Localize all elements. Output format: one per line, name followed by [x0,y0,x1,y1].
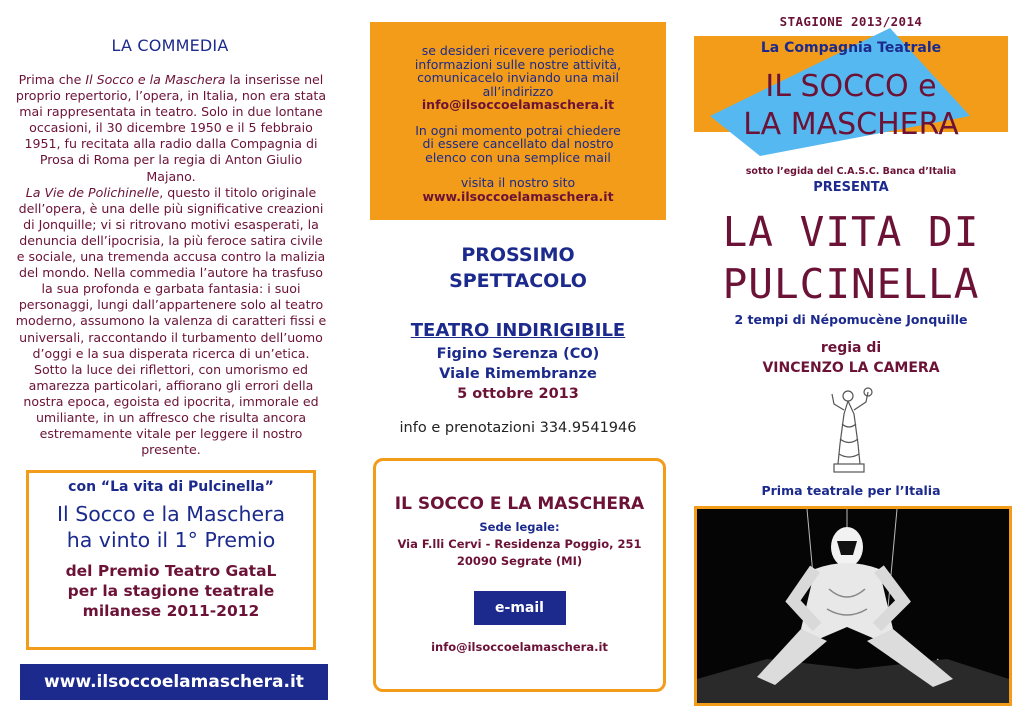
info-site-link[interactable]: www.ilsoccoelamaschera.it [422,188,614,204]
next-show-heading-line-2: SPETTACOLO [449,270,587,292]
info-line: visita il nostro sito [460,175,576,190]
info-line: comunicacelo inviando una mail [417,70,619,85]
season-label: STAGIONE 2013/2014 [779,14,923,29]
award-box [26,470,316,650]
director-label: regia di [820,340,882,356]
info-line: se desideri ricevere periodiche [421,43,615,58]
show-photo [694,506,1012,706]
original-title-italic: La Vie de Polichinelle [25,184,160,200]
booking-info: info e prenotazioni 334.9541946 [399,420,637,436]
award-headline [29,501,313,553]
email-button[interactable]: e-mail [474,591,566,625]
info-line: In ogni momento potrai chiedere [415,122,621,138]
info-line: all’indirizzo [482,83,554,99]
paragraph-text: la inserisse nel proprio repertorio, l’opera, in Italia, non era stata mai rappresentata in teatro. Solo in due lontane occasioni, il 30 dicembre 1950 e il 5 febbraio 1951, fu recitata alla radio dalla Compagnia di Prosa di Roma per la regia di Anton Giulio Majano. [15,72,327,184]
contact-title: IL SOCCO E LA MASCHERA [394,494,645,514]
show-date: 5 ottobre 2013 [457,386,579,402]
statue-icon [826,384,876,474]
commedia-title: LA COMMEDIA [111,36,229,55]
award-details-line-2: per la stagione teatrale [67,582,275,600]
show-title [694,206,1008,310]
info-line: di essere cancellato dal nostro [422,136,614,151]
next-show-heading [370,242,666,294]
award-headline-line-2: ha vinto il 1° Premio [66,528,276,552]
presents-label: PRESENTA [813,180,889,195]
director-name: VINCENZO LA CAMERA [762,360,940,376]
premiere-note: Prima teatrale per l’Italia [761,483,941,498]
contact-email-link[interactable]: info@ilsoccoelamaschera.it [431,640,608,654]
company-name [694,68,1008,144]
info-line: elenco con una semplice mail [425,149,611,165]
paragraph-text: , questo il titolo originale dell’opera, è una delle più significative creazioni di Jonquille; vi si ritrovano motivi esasperati, la denuncia dell’ipocrisia, la più feroce satira civile e sociale, una tremenda accusa contro la malizia del mondo. Nella commedia l’autore ha trasfuso la sua profonda e garbata fantasia: i suoi personaggi, lungi dall’appartenere solo al teatro moderno, assumono la valenza di caratteri fissi e universali, raccontando il turbamento dell’uomo d’oggi e la sua disperata ricerca di un’etica. Sotto la luce dei riflettori, con umorismo ed amarezza particolari, affiorano gli errori della nostra epoca, egoista ed ipocrita, immorale ed umiliante, in un affresco che risulta ancora estremamente vitale per leggere il nostro presente. [15,184,327,458]
newsletter-info-box [370,22,666,220]
commedia-paragraph-2 [14,185,328,459]
commedia-description [14,72,328,458]
award-details [29,561,313,621]
patronage-note: sotto l’egida del C.A.S.C. Banca d’Italia [745,166,957,177]
company-name-italic: Il Socco e la Maschera [85,72,226,87]
paragraph-text: Prima che [18,72,86,87]
contact-box [373,458,666,692]
company-label: La Compagnia Teatrale [760,40,942,56]
award-details-line-1: del Premio Teatro GataL [65,562,277,580]
award-intro: con “La vita di Pulcinella” [68,479,274,495]
address-line-1: Via F.lli Cervi - Residenza Poggio, 251 [397,537,642,551]
show-title-line-1: LA VITA DI [722,208,980,256]
award-headline-line-1: Il Socco e la Maschera [56,502,286,526]
info-email-link[interactable]: info@ilsoccoelamaschera.it [421,97,615,112]
theatre-street: Viale Rimembranze [439,366,597,382]
website-link[interactable]: www.ilsoccoelamaschera.it [20,664,328,700]
author-credit: 2 tempi di Népomucène Jonquille [734,312,968,327]
sede-label: Sede legale: [479,520,560,534]
masked-figure-photo [697,509,1009,703]
commedia-paragraph-1 [14,72,328,185]
next-show-heading-line-1: PROSSIMO [461,244,575,266]
theatre-name: TEATRO INDIRIGIBILE [410,320,626,341]
company-name-line-2: LA MASCHERA [743,107,959,142]
theatre-city: Figino Serenza (CO) [436,346,600,362]
award-details-line-3: milanese 2011-2012 [82,602,260,620]
info-line: informazioni sulle nostre attività, [414,56,622,72]
address-line-2: 20090 Segrate (MI) [456,554,583,568]
show-title-line-2: PULCINELLA [722,260,980,308]
company-name-line-1: IL SOCCO e [765,69,937,104]
